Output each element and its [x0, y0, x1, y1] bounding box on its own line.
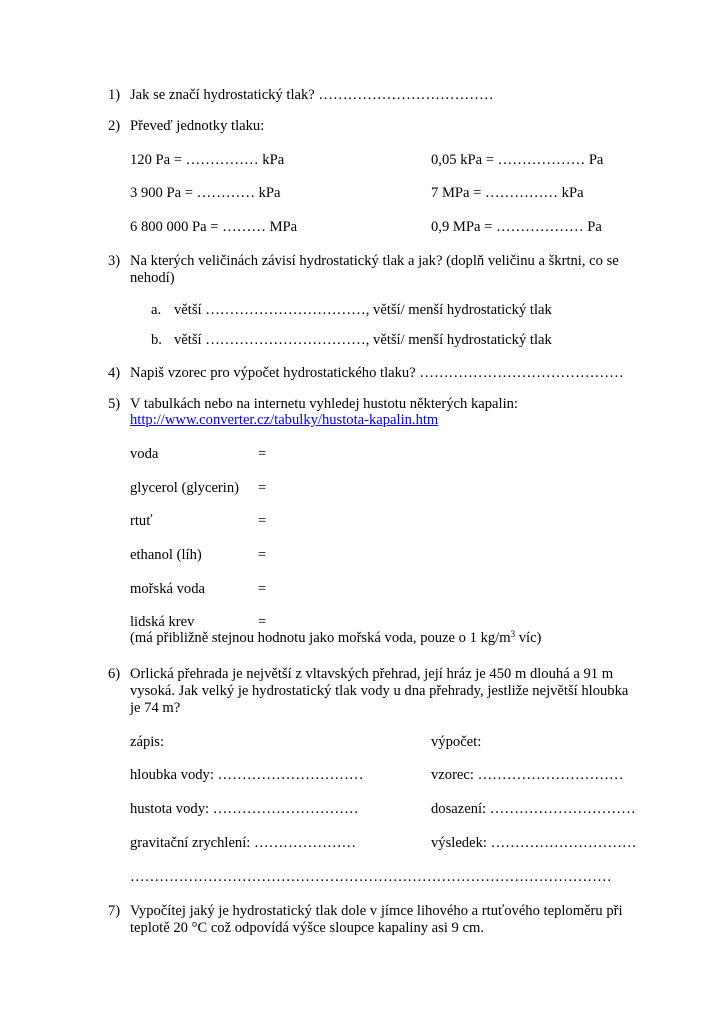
- question-text: Jak se značí hydrostatický tlak? ………………………………: [130, 87, 494, 103]
- list-item: větší ……………………………, větší/ menší hydrostatický tlak: [174, 332, 552, 348]
- calculation-heading: výpočet:: [431, 734, 482, 750]
- question-text: Na kterých veličinách závisí hydrostatický tlak a jak? (doplň veličinu a škrtni, co se: [130, 253, 619, 269]
- liquid-name: mořská voda: [130, 581, 205, 597]
- question-number: 2): [108, 118, 121, 134]
- answer-line: ………………………………………………………………………………………: [130, 869, 612, 885]
- question-number: 7): [108, 903, 121, 919]
- liquid-name: voda: [130, 446, 159, 462]
- question-text: V tabulkách nebo na internetu vyhledej hustotu některých kapalin:: [130, 396, 518, 412]
- question-text: Vypočítej jaký je hydrostatický tlak dole v jímce lihového a rtuťového teploměru při: [130, 903, 623, 919]
- notation-row: gravitační zrychlení: …………………: [130, 835, 357, 851]
- list-item: větší ……………………………, větší/ menší hydrostatický tlak: [174, 302, 552, 318]
- equals-sign: =: [258, 480, 267, 496]
- equals-sign: =: [258, 513, 267, 529]
- question-text: vysoká. Jak velký je hydrostatický tlak vody u dna přehrady, jestliže největší hloubka: [130, 683, 629, 699]
- calculation-row: dosazení: …………………………: [431, 801, 636, 817]
- density-note: (má přibližně stejnou hodnotu jako mořská voda, pouze o 1 $kg/m^3$ víc): [130, 629, 542, 646]
- liquid-name: rtuť: [130, 513, 153, 529]
- equals-sign: =: [258, 581, 267, 597]
- question-number: 4): [108, 365, 121, 381]
- notation-row: hustota vody: …………………………: [130, 801, 359, 817]
- notation-row: hloubka vody: …………………………: [130, 767, 364, 783]
- notation-heading: zápis:: [130, 734, 165, 750]
- list-marker: a.: [151, 302, 162, 318]
- question-text: Napiš vzorec pro výpočet hydrostatického tlaku? ……………………………………: [130, 365, 624, 381]
- question-text: Převeď jednotky tlaku:: [130, 118, 265, 134]
- conversion-right: 0,9 MPa = ……………… Pa: [431, 219, 602, 235]
- liquid-name: lidská krev: [130, 614, 195, 630]
- conversion-left: 3 900 Pa = ………… kPa: [130, 185, 281, 201]
- question-text: nehodí): [130, 270, 175, 286]
- conversion-left: 6 800 000 Pa = ……… MPa: [130, 219, 298, 235]
- question-text: Orlická přehrada je největší z vltavských přehrad, její hráz je 450 m dlouhá a 91 m: [130, 666, 614, 682]
- question-number: 1): [108, 87, 121, 103]
- question-text: teplotě 20 °C což odpovídá výšce sloupce kapaliny asi 9 cm.: [130, 920, 484, 936]
- calculation-row: výsledek: …………………………: [431, 835, 637, 851]
- density-table-link[interactable]: http://www.converter.cz/tabulky/hustota-kapalin.htm: [130, 412, 439, 428]
- question-text: je 74 m?: [130, 700, 181, 716]
- conversion-left: 120 Pa = …………… kPa: [130, 152, 285, 168]
- conversion-right: 7 MPa = …………… kPa: [431, 185, 584, 201]
- liquid-name: ethanol (líh): [130, 547, 202, 563]
- list-marker: b.: [151, 332, 162, 348]
- question-number: 3): [108, 253, 121, 269]
- calculation-row: vzorec: …………………………: [431, 767, 624, 783]
- equals-sign: =: [258, 446, 267, 462]
- equals-sign: =: [258, 614, 267, 630]
- question-number: 5): [108, 396, 121, 412]
- liquid-name: glycerol (glycerin): [130, 480, 239, 496]
- question-number: 6): [108, 666, 121, 682]
- equals-sign: =: [258, 547, 267, 563]
- conversion-right: 0,05 kPa = ……………… Pa: [431, 152, 604, 168]
